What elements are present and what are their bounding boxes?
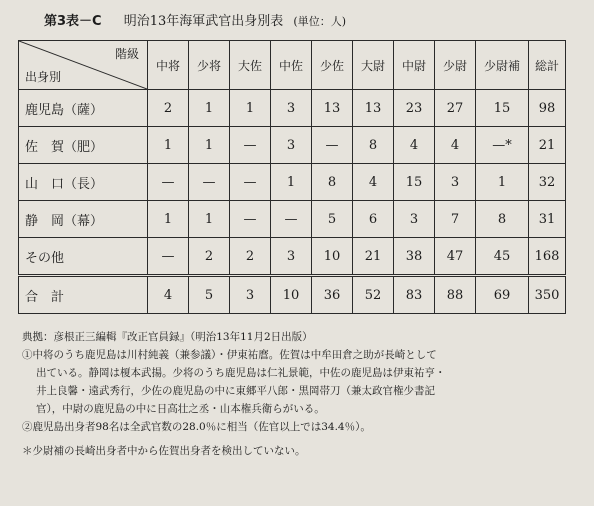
table-cell: 2 [189, 238, 230, 276]
grand-total-row [19, 276, 566, 314]
row-total-cell: 168 [529, 238, 566, 276]
table-cell: 88 [435, 276, 476, 314]
table-cell: 3 [271, 127, 312, 164]
column-header: 中将 [148, 41, 189, 90]
row-label: 合 計 [19, 276, 148, 314]
table-row [19, 90, 566, 127]
table-cell: 1 [189, 90, 230, 127]
table-cell: —* [476, 127, 529, 164]
table-cell: 45 [476, 238, 529, 276]
note-1-line: 井上良馨・遠武秀行，少佐の鹿児島の中に東郷平八郎・黒岡帯刀（兼太政官権少書記 [36, 385, 435, 397]
corner-cell [19, 41, 148, 90]
row-total-cell: 98 [529, 90, 566, 127]
table-cell: 4 [394, 127, 435, 164]
source-note: 典拠：彦根正三編輯『改正官員録』（明治13年11月2日出版） [22, 331, 313, 343]
table-cell: 1 [189, 127, 230, 164]
officer-origin-table [18, 40, 566, 314]
table-cell: 1 [230, 90, 271, 127]
table-cell: 8 [312, 164, 353, 201]
column-header: 大佐 [230, 41, 271, 90]
table-cell: 4 [353, 164, 394, 201]
table-cell: — [148, 238, 189, 276]
table-row [19, 201, 566, 238]
row-label: 鹿児島（薩） [19, 90, 148, 127]
table-cell: 7 [435, 201, 476, 238]
table-number: 第3表－C [44, 14, 102, 29]
table-cell: 4 [435, 127, 476, 164]
table-cell: 83 [394, 276, 435, 314]
table-cell: 2 [230, 238, 271, 276]
header-row [19, 41, 566, 90]
table-cell: 13 [353, 90, 394, 127]
table-notes [22, 328, 582, 460]
row-total-cell: 21 [529, 127, 566, 164]
table-row [19, 164, 566, 201]
table-cell: 38 [394, 238, 435, 276]
column-header: 少尉補 [476, 41, 529, 90]
table-cell: 3 [271, 90, 312, 127]
row-label: その他 [19, 238, 148, 276]
table-cell: — [271, 201, 312, 238]
table-title-text: 明治13年海軍武官出身別表 [123, 14, 284, 29]
table-cell: 8 [353, 127, 394, 164]
column-header: 少佐 [312, 41, 353, 90]
table-cell: 52 [353, 276, 394, 314]
table-cell: 8 [476, 201, 529, 238]
table-cell: 23 [394, 90, 435, 127]
table-cell: 69 [476, 276, 529, 314]
table-cell: 2 [148, 90, 189, 127]
table-cell: 36 [312, 276, 353, 314]
corner-origin-label: 出身別 [25, 70, 62, 84]
table-cell: — [230, 201, 271, 238]
table-row [19, 238, 566, 276]
table-cell: 10 [312, 238, 353, 276]
table-cell: 5 [189, 276, 230, 314]
table-cell: — [148, 164, 189, 201]
note-1-line: 官），中尉の鹿児島の中に日高壮之丞・山本権兵衛らがいる。 [36, 403, 325, 415]
grand-total-cell: 350 [529, 276, 566, 314]
column-header: 大尉 [353, 41, 394, 90]
table-cell: — [189, 164, 230, 201]
table-cell: 10 [271, 276, 312, 314]
table-cell: — [312, 127, 353, 164]
table-cell: — [230, 164, 271, 201]
table-cell: 3 [230, 276, 271, 314]
row-total-cell: 32 [529, 164, 566, 201]
table-cell: 6 [353, 201, 394, 238]
table-cell: 27 [435, 90, 476, 127]
note-1-line: 出ている。静岡は榎本武揚。少将のうち鹿児島は仁礼景範，中佐の鹿児島は伊東祐亨・ [36, 367, 446, 379]
row-label: 静 岡（幕） [19, 201, 148, 238]
note-2: ②鹿児島出身者98名は全武官数の28.0％に相当（佐官以上では34.4％）。 [22, 421, 371, 433]
table-cell: 15 [394, 164, 435, 201]
row-label: 佐 賀（肥） [19, 127, 148, 164]
table-cell: 3 [271, 238, 312, 276]
table-cell: 3 [435, 164, 476, 201]
column-header-total: 総計 [529, 41, 566, 90]
footnote: ＊少尉補の長崎出身者中から佐賀出身者を検出していない。 [22, 445, 306, 457]
row-total-cell: 31 [529, 201, 566, 238]
column-header: 少尉 [435, 41, 476, 90]
column-header: 中佐 [271, 41, 312, 90]
table-cell: 1 [189, 201, 230, 238]
column-header: 中尉 [394, 41, 435, 90]
table-row [19, 127, 566, 164]
table-cell: 15 [476, 90, 529, 127]
table-unit: (単位：人) [293, 15, 347, 28]
table-cell: 47 [435, 238, 476, 276]
table-cell: 3 [394, 201, 435, 238]
table-cell: 4 [148, 276, 189, 314]
table-cell: 13 [312, 90, 353, 127]
column-header: 少将 [189, 41, 230, 90]
table-cell: 1 [148, 127, 189, 164]
table-cell: 1 [476, 164, 529, 201]
note-1-line: ①中将のうち鹿児島は川村純義（兼参議）・伊東祐麿。佐賀は中牟田倉之助が長崎として [22, 349, 437, 361]
table-title [44, 10, 346, 29]
table-cell: — [230, 127, 271, 164]
table-cell: 1 [271, 164, 312, 201]
table-cell: 5 [312, 201, 353, 238]
table-cell: 21 [353, 238, 394, 276]
corner-rank-label: 階級 [114, 47, 139, 61]
row-label: 山 口（長） [19, 164, 148, 201]
table-cell: 1 [148, 201, 189, 238]
